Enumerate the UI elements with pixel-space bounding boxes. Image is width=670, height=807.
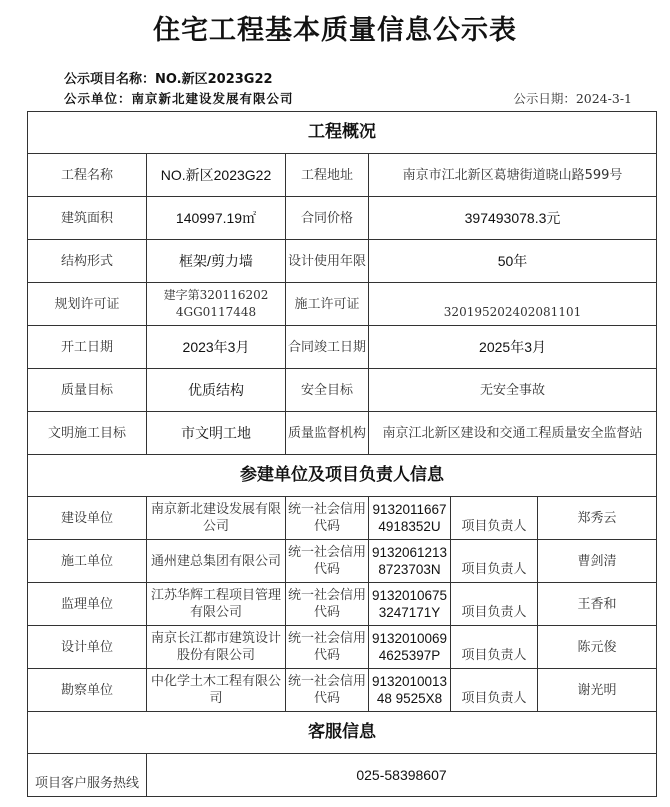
leader-name: 谢光明 (538, 669, 657, 712)
company: 江苏华辉工程项目管理有限公司 (147, 583, 286, 626)
leader-label: 项目负责人 (451, 626, 538, 669)
overview-value: 建字第320116202​4GG0117448 (147, 283, 286, 326)
overview-row (28, 240, 657, 283)
overview-value: 优质结构 (147, 369, 286, 412)
leader-name: 曹剑清 (538, 540, 657, 583)
leader-label: 项目负责人 (451, 497, 538, 540)
project-name-label: 公示项目名称： (64, 72, 156, 87)
overview-label: 安全目标 (286, 369, 369, 412)
company: 中化学土木工程有限公司 (147, 669, 286, 712)
company: 南京新北建设发展有限公司 (147, 497, 286, 540)
overview-heading: 工程概况 (28, 112, 657, 154)
role: 监理单位 (28, 583, 147, 626)
participants-heading: 参建单位及项目负责人信息 (28, 455, 657, 497)
overview-label: 质量目标 (28, 369, 147, 412)
role: 设计单位 (28, 626, 147, 669)
leader-name: 郑秀云 (538, 497, 657, 540)
credit-code: 91320612138723703N (369, 540, 451, 583)
leader-label: 项目负责人 (451, 583, 538, 626)
overview-label: 合同竣工日期 (286, 326, 369, 369)
leader-name: 王香和 (538, 583, 657, 626)
participant-row (28, 626, 657, 669)
project-name: NO.新区2023G22 (155, 72, 273, 87)
participant-row (28, 669, 657, 712)
project-name-line (64, 68, 273, 87)
credit-code: 91320106753247171Y (369, 583, 451, 626)
overview-value: 无安全事故 (369, 369, 657, 412)
overview-label: 文明施工目标 (28, 412, 147, 455)
credit-code: 91320116674918352U (369, 497, 451, 540)
unit-line (64, 89, 294, 107)
overview-label: 设计使用年限 (286, 240, 369, 283)
overview-value: NO.新区2023G22 (147, 154, 286, 197)
leader-label: 项目负责人 (451, 540, 538, 583)
role: 施工单位 (28, 540, 147, 583)
overview-row (28, 154, 657, 197)
overview-label: 规划许可证 (28, 283, 147, 326)
overview-label: 开工日期 (28, 326, 147, 369)
code-label: 统一社会信用代码 (286, 583, 369, 626)
overview-value: 南京市江北新区葛塘街道晓山路599号 (369, 154, 657, 197)
hotline-row (28, 754, 657, 797)
overview-row (28, 412, 657, 455)
participant-row (28, 583, 657, 626)
credit-code: 913201001348 9525X8 (369, 669, 451, 712)
overview-label: 合同价格 (286, 197, 369, 240)
role: 勘察单位 (28, 669, 147, 712)
overview-label: 建筑面积 (28, 197, 147, 240)
company: 通州建总集团有限公司 (147, 540, 286, 583)
overview-value: 2025年3月 (369, 326, 657, 369)
overview-value: 50年 (369, 240, 657, 283)
overview-value: 320195202402081101 (369, 283, 657, 326)
overview-value: 南京江北新区建设和交通工程质量安全监督站 (369, 412, 657, 455)
hotline-value: 025-58398607 (147, 754, 657, 797)
overview-value: 框架/剪力墙 (147, 240, 286, 283)
participant-row (28, 497, 657, 540)
role: 建设单位 (28, 497, 147, 540)
participant-row (28, 540, 657, 583)
date: 2024-3-1 (575, 91, 632, 106)
code-label: 统一社会信用代码 (286, 626, 369, 669)
overview-label: 质量监督机构 (286, 412, 369, 455)
code-label: 统一社会信用代码 (286, 497, 369, 540)
info-table (27, 111, 657, 797)
code-label: 统一社会信用代码 (286, 669, 369, 712)
overview-row (28, 326, 657, 369)
date-label: 公示日期： (513, 91, 576, 106)
overview-row (28, 369, 657, 412)
hotline-label: 项目客户服务热线 (28, 754, 147, 797)
service-heading: 客服信息 (28, 712, 657, 754)
overview-value: 140997.19㎡ (147, 197, 286, 240)
unit-label: 公示单位： (64, 91, 132, 106)
overview-row (28, 283, 657, 326)
overview-label: 结构形式 (28, 240, 147, 283)
leader-name: 陈元俊 (538, 626, 657, 669)
company: 南京长江都市建筑设计股份有限公司 (147, 626, 286, 669)
overview-label: 工程名称 (28, 154, 147, 197)
overview-label: 施工许可证 (286, 283, 369, 326)
overview-value: 市文明工地 (147, 412, 286, 455)
overview-value: 2023年3月 (147, 326, 286, 369)
credit-code: 91320100694625397P (369, 626, 451, 669)
date-line (513, 89, 632, 107)
unit: 南京新北建设发展有限公司 (131, 91, 294, 106)
leader-label: 项目负责人 (451, 669, 538, 712)
overview-label: 工程地址 (286, 154, 369, 197)
overview-value: 397493078.3元 (369, 197, 657, 240)
page-title: 住宅工程基本质量信息公示表 (153, 15, 517, 46)
code-label: 统一社会信用代码 (286, 540, 369, 583)
overview-row (28, 197, 657, 240)
